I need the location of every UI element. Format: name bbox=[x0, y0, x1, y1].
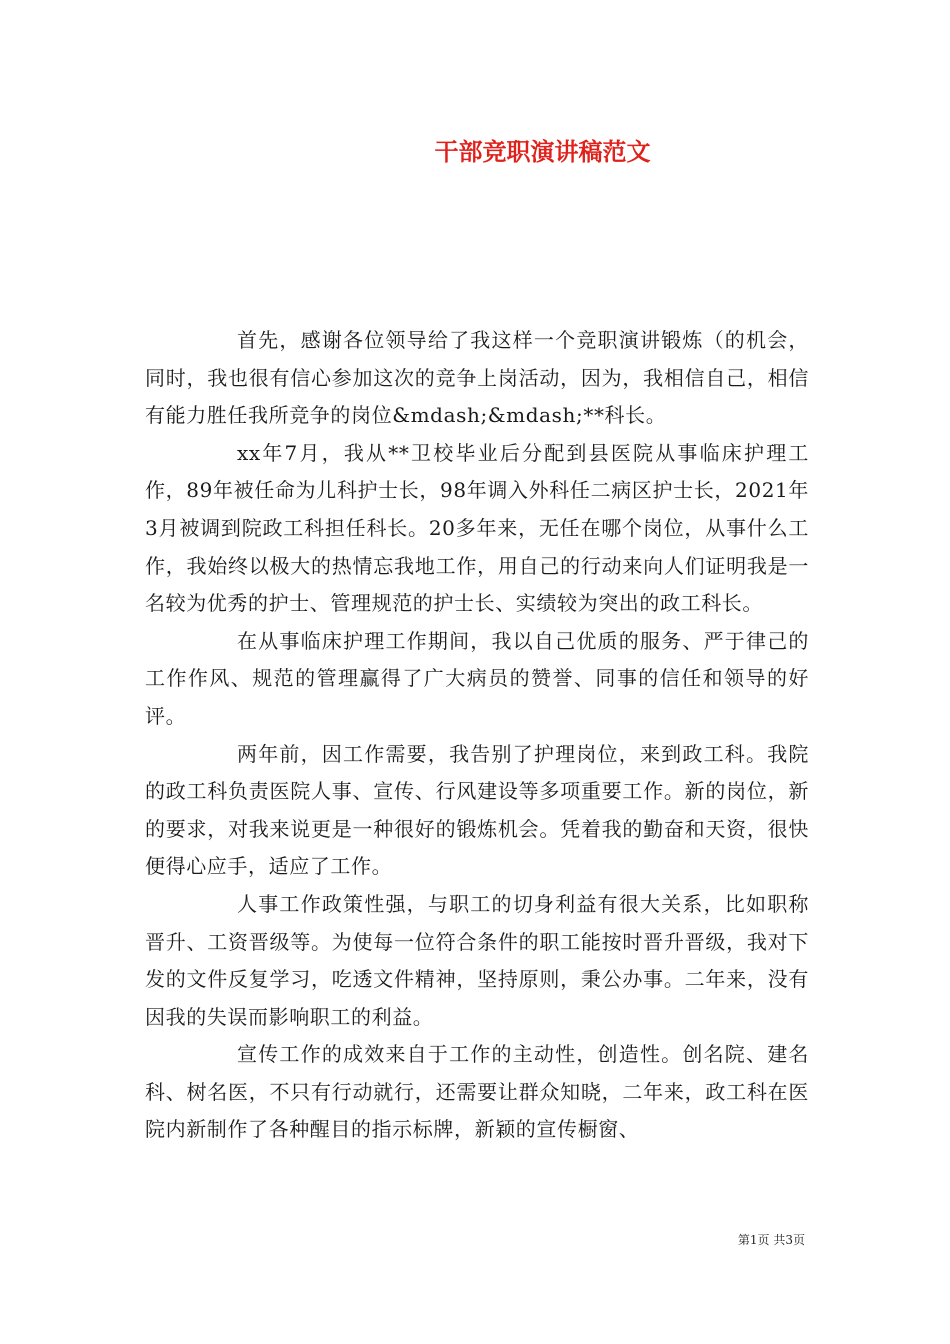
paragraph: 宣传工作的成效来自于工作的主动性，创造性。创名院、建名科、树名医，不只有行动就行，还需要让群众知晓，二年来，政工科在医院内新制作了各种醒目的指示标牌，新颖的宣传橱窗、 bbox=[145, 1042, 809, 1142]
page-number-footer: 第1页 共3页 bbox=[737, 1233, 805, 1247]
paragraph: xx年7月，我从**卫校毕业后分配到县医院从事临床护理工作，89年被任命为儿科护士长，98年调入外科任二病区护士长，2021年3月被调到院政工科担任科长。20多年来，无任在哪个岗位，从事什么工作，我始终以极大的热情忘我地工作，用自己的行动来向人们证明我是一名较为优秀的护士、管理规范的护士长、实绩较为突出的政工科长。 bbox=[145, 440, 809, 616]
paragraph: 人事工作政策性强，与职工的切身利益有很大关系，比如职称晋升、工资晋级等。为使每一位符合条件的职工能按时晋升晋级，我对下发的文件反复学习，吃透文件精神，坚持原则，秉公办事。二年来，没有因我的失误而影响职工的利益。 bbox=[145, 891, 809, 1029]
document-body bbox=[145, 322, 809, 1149]
paragraph: 两年前，因工作需要，我告别了护理岗位，来到政工科。我院的政工科负责医院人事、宣传、行风建设等多项重要工作。新的岗位，新的要求，对我来说更是一种很好的锻炼机会。凭着我的勤奋和天资，很快便得心应手，适应了工作。 bbox=[145, 741, 809, 879]
paragraph: 首先，感谢各位领导给了我这样一个竞职演讲锻炼（的机会，同时，我也很有信心参加这次的竞争上岗活动，因为，我相信自己，相信有能力胜任我所竞争的岗位&mdash;&mdash;**科长。 bbox=[145, 328, 809, 428]
paragraph: 在从事临床护理工作期间，我以自己优质的服务、严于律己的工作作风、规范的管理赢得了广大病员的赞誉、同事的信任和领导的好评。 bbox=[145, 628, 809, 728]
document-title: 干部竞职演讲稿范文 bbox=[434, 137, 651, 166]
